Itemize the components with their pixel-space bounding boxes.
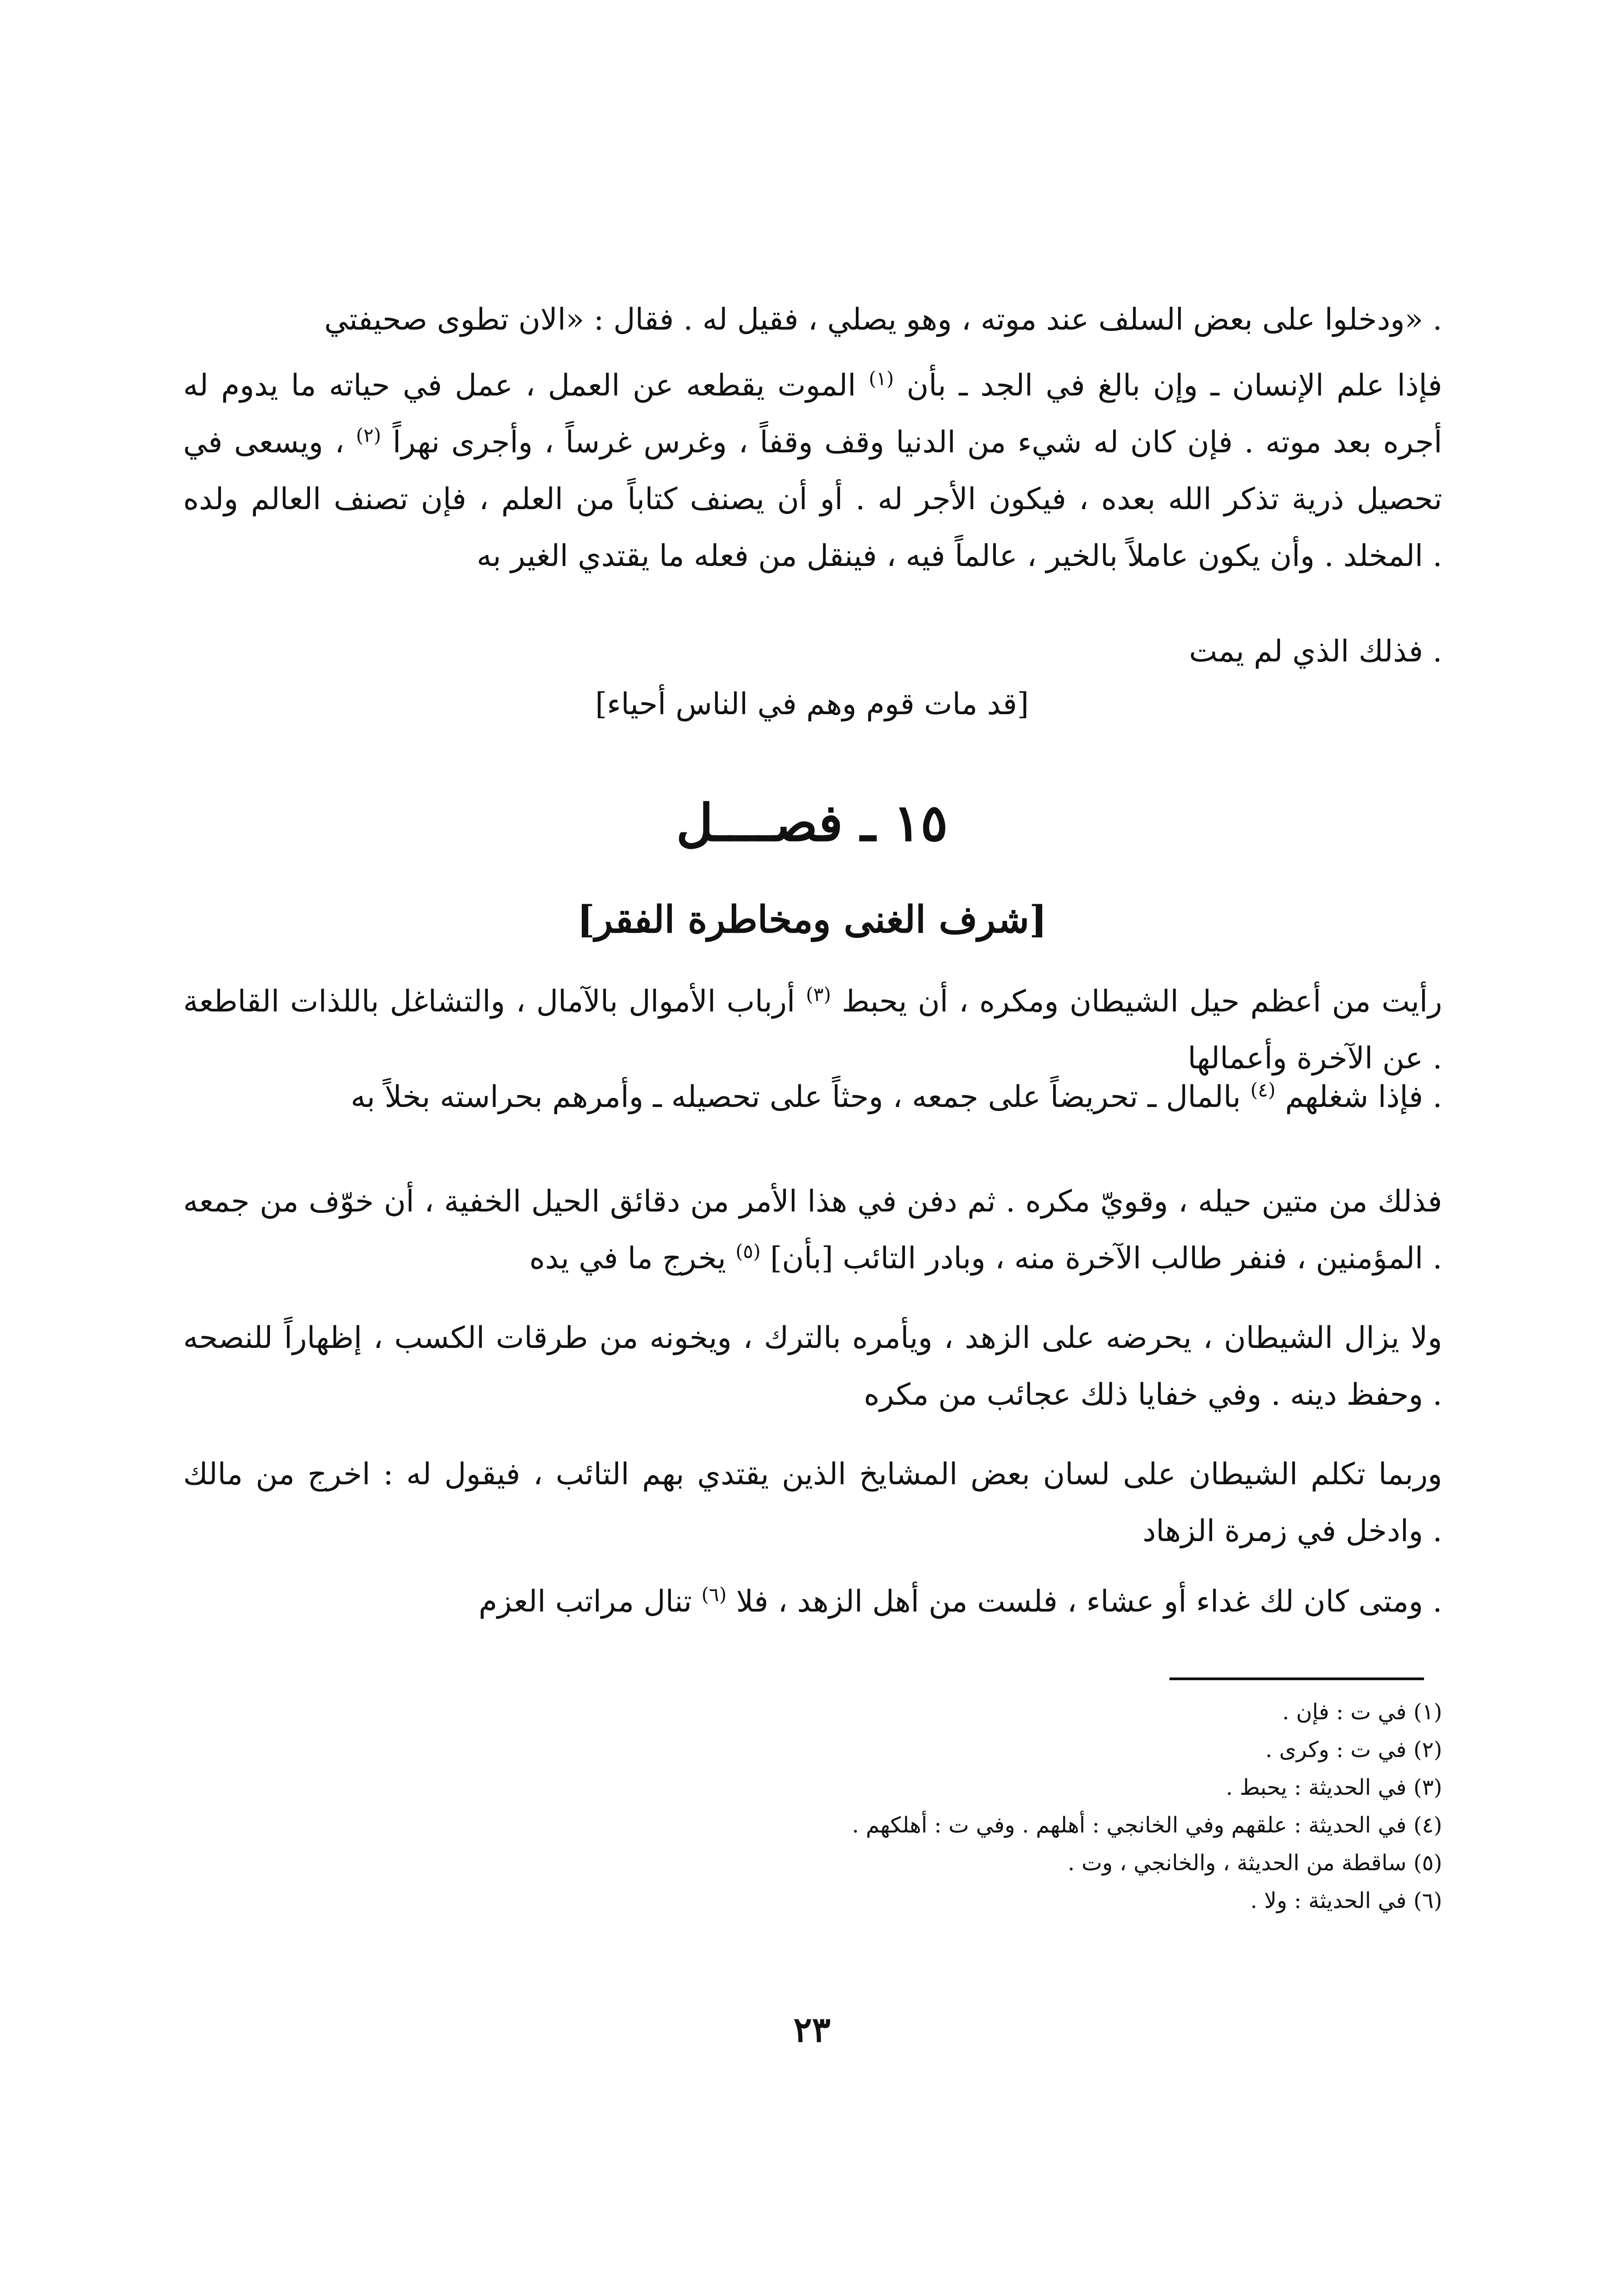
paragraph-salaf-death (183, 291, 1442, 348)
paragraph-lunch-dinner (183, 1573, 1442, 1630)
paragraph-text: ودخلوا على بعض السلف عند موته ، وهو يصلي ، فقيل له . فقال : «الان تطوى صحيفتي» . (324, 302, 1442, 337)
paragraph-sheikhs-tongue (183, 1446, 1442, 1559)
section-title: ١٥ ـ فصــــل (676, 793, 948, 853)
footnote-divider (1169, 1677, 1424, 1680)
paragraph-hidden-tricks (183, 1173, 1442, 1287)
footnote-item: (٢) في ت : وكرى . (1265, 1737, 1442, 1762)
paragraph-text: ومتى كان لك غداء أو عشاء ، فلست من أهل الزهد ، فلا (736, 1584, 1424, 1619)
footnote-item: (٥) ساقطة من الحديثة ، والخانجي ، وت . (1068, 1850, 1442, 1876)
footnote-ref-2: (٢) (356, 424, 381, 446)
page-number-text: ٢٣ (793, 2009, 831, 2050)
footnote-item: (٣) في الحديثة : يحبط . (1225, 1775, 1442, 1800)
paragraph-text: فإذا شغلهم (1285, 1079, 1424, 1114)
footnote-ref-4: (٤) (1250, 1079, 1276, 1101)
footnote-ref-1: (١) (869, 367, 894, 390)
paragraph-text: يخرج ما في يده . (529, 1241, 1442, 1276)
footnote-ref-6: (٦) (701, 1583, 727, 1606)
footnote-item: (٦) في الحديثة : ولا . (1250, 1888, 1442, 1913)
paragraph-text: بالمال ـ تحريضاً على جمعه ، وحثاً على تحصيله ـ وأمرهم بحراسته بخلاً به . (350, 1079, 1442, 1114)
paragraph-text: فذلك الذي لم يمت . (1189, 634, 1442, 669)
footnote-ref-3: (٣) (805, 983, 831, 1006)
paragraph-text: ، ويسعى في تحصيل ذرية تذكر الله بعده ، فيكون الأجر له . أو أن يصنف كتاباً من العلم ، فإن تصنف العالم ولده المخلد . وأن يكون عاملاً بالخير ، عالماً فيه ، فينقل من فعله ما يقتدي الغير به . (183, 425, 1442, 573)
section-subtitle (0, 898, 1624, 941)
paragraph-text: وربما تكلم الشيطان على لسان بعض المشايخ الذين يقتدي بهم التائب ، فيقول له : اخرج من مالك وادخل في زمرة الزهاد . (183, 1457, 1442, 1548)
section-subtitle-text: [شرف الغنى ومخاطرة الفقر] (577, 898, 1047, 941)
paragraph-text: فإذا علم الإنسان ـ وإن بالغ في الجد ـ بأن (906, 368, 1443, 403)
paragraph-text: أرباب الأموال بالآمال ، والتشاغل باللذات القاطعة عن الآخرة وأعمالها . (183, 984, 1442, 1076)
paragraph-text: الموت يقطعه عن العمل ، عمل في حياته ما يدوم له أجره بعد موته . فإن كان له شيء من الدنيا وقف وقفاً ، وغرس غرساً ، وأجرى نهراً (183, 368, 1443, 460)
footnotes (715, 1693, 1442, 1920)
paragraph-text: فذلك من متين حيله ، وقويّ مكره . ثم دفن في هذا الأمر من دقائق الحيل الخفية ، أن خوّف من جمعه المؤمنين ، فنفر طالب الآخرة منه ، وبادر التائب [بأن] (183, 1184, 1442, 1276)
paragraph-urging-asceticism (183, 1309, 1442, 1423)
footnote-ref-5: (٥) (735, 1240, 761, 1262)
footnote-item: (٤) في الحديثة : علقهم وفي الخانجي : أهلهم . وفي ت : أهلكهم . (852, 1812, 1442, 1838)
section-heading (0, 793, 1624, 853)
footnote-item: (١) في ت : فإن . (1282, 1699, 1442, 1725)
paragraph-deeds-after-death (183, 357, 1442, 584)
page-number (0, 2009, 1624, 2050)
paragraph-did-not-die (183, 623, 1442, 680)
paragraph-text: تنال مراتب العزم . (479, 1584, 1442, 1619)
paragraph-text: ولا يزال الشيطان ، يحرضه على الزهد ، ويأمره بالترك ، ويخونه من طرقات الكسب ، إظهاراً للنصحه وحفظ دينه . وفي خفايا ذلك عجائب من مكره . (183, 1320, 1442, 1412)
paragraph-text: رأيت من أعظم حيل الشيطان ومكره ، أن يحبط (842, 984, 1443, 1019)
verse-text: [قد مات قوم وهم في الناس أحياء] (595, 686, 1029, 721)
verse-line (0, 686, 1624, 721)
paragraph-occupied-with-wealth (183, 1068, 1442, 1125)
